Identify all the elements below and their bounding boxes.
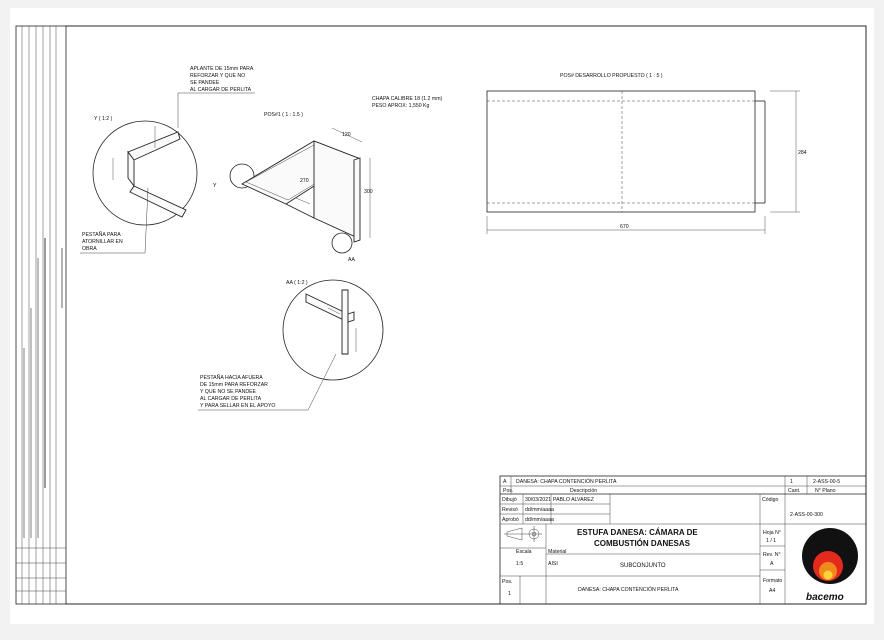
drawing-frame: [66, 26, 866, 604]
people-role-0: Dibujó: [502, 497, 517, 503]
pestana-aa-line5: Y PARA SELLAR EN EL APOYO: [200, 403, 276, 409]
rev-qty: 1: [790, 479, 793, 485]
detail-aa-label: AA ( 1:2 ): [286, 280, 308, 286]
subtitle: SUBCONJUNTO: [620, 563, 666, 569]
detail-aa-profile: [306, 290, 356, 354]
projection-symbol-icon: [504, 526, 542, 542]
title-block: [500, 476, 866, 604]
rev-label: Rev. N°: [763, 552, 781, 558]
pestana-aa-line2: DE 15mm PARA REFORZAR: [200, 382, 268, 388]
pos-small-label: Pos.: [502, 579, 513, 585]
title-line1: ESTUFA DANESA: CÁMARA DE: [577, 528, 698, 537]
detail-y-label: Y ( 1:2 ): [94, 116, 113, 122]
rev-value: A: [770, 561, 774, 567]
part-name: DANESA: CHAPA CONTENCIÓN PERLITA: [578, 587, 679, 593]
flat-pattern: [487, 91, 807, 234]
people-date-1: dd/mm/aaaa: [525, 507, 554, 513]
pestana-aa-line3: Y QUE NO SE PANDEE: [200, 389, 257, 395]
people-date-0: 30/03/2021: [525, 497, 551, 503]
detail-y-profile: [113, 126, 186, 217]
fold-note-line4: AL CARGAR DE PERLITA: [190, 87, 252, 93]
aa-marker: AA: [348, 257, 355, 263]
sheet-label: Hoja N°: [763, 530, 781, 536]
material-value: AISI: [548, 561, 558, 567]
sheet-frame: [16, 26, 866, 604]
dim-b: 300: [364, 189, 373, 195]
iso-part: [242, 128, 373, 242]
rev-code: 2-ASS-00-5: [813, 479, 841, 485]
detail-aa-circle: [283, 280, 383, 380]
pestana-aa-line1: PESTAÑA HACIA AFUERA: [200, 375, 263, 381]
pestana-note-line3: OBRA: [82, 246, 97, 252]
technical-drawing: [10, 8, 874, 624]
fold-note-line3: SE PANDEE: [190, 80, 220, 86]
development-title: POS# DESARROLLO PROPUESTO ( 1 : 5 ): [560, 73, 663, 79]
pestana-aa-line4: AL CARGAR DE PERLITA: [200, 396, 262, 402]
dim-a: 120: [342, 132, 351, 138]
rev-text: DANESA: CHAPA CONTENCIÓN PERLITA: [516, 479, 617, 485]
sheet-value: 1 / 1: [766, 538, 777, 544]
material-note-line1: CHAPA CALIBRE 18 (1.2 mm): [372, 96, 443, 102]
pestana-note-line2: ATORNILLAR EN: [82, 239, 123, 245]
code-value: 2-ASS-00-300: [790, 512, 823, 518]
format-label: Formato: [763, 578, 783, 584]
company-logo: [802, 528, 858, 603]
scale-label: Escala: [516, 549, 532, 555]
revision-strip: [16, 26, 66, 604]
people-role-2: Aprobó: [502, 517, 519, 523]
pos-label: POS#1 ( 1 : 1.5 ): [264, 112, 303, 118]
format-value: A4: [769, 588, 776, 594]
dim-c: 270: [300, 178, 309, 184]
rev-num: A: [503, 479, 507, 485]
scale-value: 1:5: [516, 561, 524, 567]
fold-note-line2: REFORZAR Y QUE NO: [190, 73, 246, 79]
fold-note-line1: APLANTE DE 15mm PARA: [190, 66, 254, 72]
header-plano: N° Plano: [815, 488, 836, 494]
material-note-line2: PESO APROX: 1,550 Kg: [372, 103, 430, 109]
pos-small-value: 1: [508, 591, 511, 597]
material-label: Material: [548, 549, 567, 555]
title-line2: COMBUSTIÓN DANESAS: [594, 539, 691, 548]
people-role-1: Revisó: [502, 507, 518, 513]
code-label: Código: [762, 497, 779, 503]
people-date-2: dd/mm/aaaa: [525, 517, 554, 523]
logo-text: bacemo: [806, 592, 844, 603]
dim-width: 670: [620, 224, 629, 230]
people-name-0: PABLO ALVAREZ: [553, 497, 594, 503]
y-marker: Y: [213, 183, 217, 189]
header-pos: Pos.: [503, 488, 514, 494]
pestana-note-line1: PESTAÑA PARA: [82, 232, 121, 238]
dim-height: 284: [798, 150, 807, 156]
drawing-sheet: [10, 8, 874, 624]
header-cant: Cant.: [788, 488, 801, 494]
aa-callout-circle: [332, 233, 352, 253]
header-desc: Descripción: [570, 488, 598, 494]
